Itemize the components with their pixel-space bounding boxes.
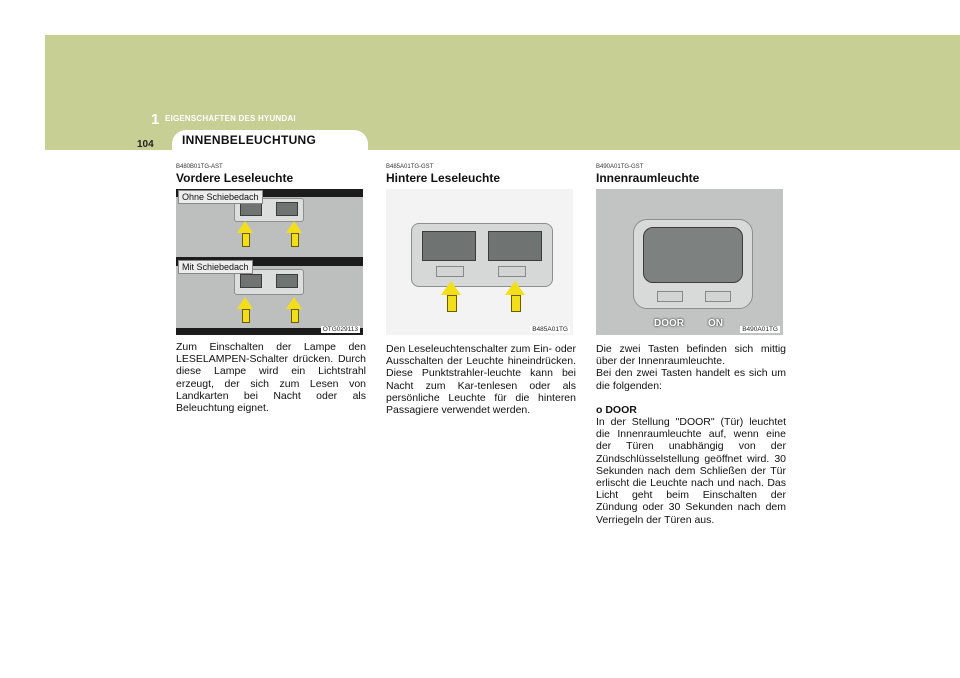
- section-title: INNENBELEUCHTUNG: [172, 130, 368, 151]
- arrow-up-icon: [286, 297, 302, 309]
- arrow-shaft: [447, 295, 457, 312]
- arrow-up-icon: [505, 281, 525, 295]
- section-code: B490A01TG-GST: [596, 164, 644, 170]
- lamp-lens: [643, 227, 743, 283]
- section-body: Zum Einschalten der Lampe den LESELAMPEN-Schalter drücken. Durch diese Lampe wird ein Lichtstrahl erzeugt, der sich zum Lesen von Landkarten bei Nacht oder als Beleuchtung eignet.: [176, 341, 366, 415]
- section-heading: Vordere Leseleuchte: [176, 171, 294, 185]
- door-title: o DOOR: [596, 403, 637, 416]
- column-rear-reading-lamp: [386, 163, 576, 416]
- section-code: B480B01TG-AST: [176, 164, 223, 170]
- column-interior-lamp: [596, 163, 786, 526]
- lamp-lens: [488, 231, 542, 261]
- lamp-lens: [422, 231, 476, 261]
- column-front-reading-lamp: [176, 163, 366, 414]
- arrow-shaft: [242, 309, 250, 323]
- figure-code: OTG029113: [322, 326, 358, 333]
- chapter-number: 1: [151, 111, 160, 128]
- arrow-up-icon: [441, 281, 461, 295]
- section-body: Den Leseleuchtenschalter zum Ein- oder Ausschalten der Leuchte hineindrücken. Diese Punktstrahler-leuchte kann bei Nacht zum Kar-tenlesen oder als persönliche Leuchte für die hinteren Passagiere verwendet werden.: [386, 343, 576, 417]
- on-button: [705, 291, 731, 302]
- lamp-lens: [276, 202, 298, 216]
- section-code: B485A01TG-GST: [386, 164, 434, 170]
- arrow-up-icon: [237, 221, 253, 233]
- door-label: DOOR: [654, 318, 684, 329]
- lamp-lens: [240, 202, 262, 216]
- reading-lamp-switch: [498, 266, 526, 277]
- figure-code: B490A01TG: [742, 326, 778, 333]
- arrow-shaft: [291, 309, 299, 323]
- arrow-up-icon: [286, 221, 302, 233]
- section-heading: Innenraumleuchte: [596, 171, 700, 185]
- arrow-shaft: [242, 233, 250, 247]
- figure-label-without-sunroof: Ohne Schiebedach: [178, 190, 263, 204]
- arrow-up-icon: [237, 297, 253, 309]
- lamp-lens: [276, 274, 298, 288]
- section-body: Die zwei Tasten befinden sich mittig über der Innenraumleuchte. Bei den zwei Tasten handelt es sich um die folgenden:: [596, 343, 786, 392]
- rear-lamp-figure: [386, 189, 573, 335]
- reading-lamp-switch: [436, 266, 464, 277]
- on-label: ON: [708, 318, 723, 329]
- door-body: In der Stellung "DOOR" (Tür) leuchtet die Innenraumleuchte auf, wenn eine der Türen unabhängig von der Zündschlüsselstellung geöffnet wird. 30 Sekunden nach dem Schließen der Tür erlischt die Leuchte nach und nach. Das Licht geht beim Einschalten der Zündung oder 30 Sekunden nach dem Verriegeln der Türen aus.: [596, 416, 786, 526]
- door-button: [657, 291, 683, 302]
- arrow-shaft: [291, 233, 299, 247]
- section-heading: Hintere Leseleuchte: [386, 171, 501, 185]
- figure-label-with-sunroof: Mit Schiebedach: [178, 260, 253, 274]
- front-lamp-figure: [176, 189, 363, 335]
- interior-lamp-figure: [596, 189, 783, 335]
- figure-code: B485A01TG: [532, 326, 568, 333]
- chapter-title: EIGENSCHAFTEN DES HYUNDAI: [165, 114, 296, 123]
- page-number: 104: [137, 139, 154, 150]
- arrow-shaft: [511, 295, 521, 312]
- lamp-lens: [240, 274, 262, 288]
